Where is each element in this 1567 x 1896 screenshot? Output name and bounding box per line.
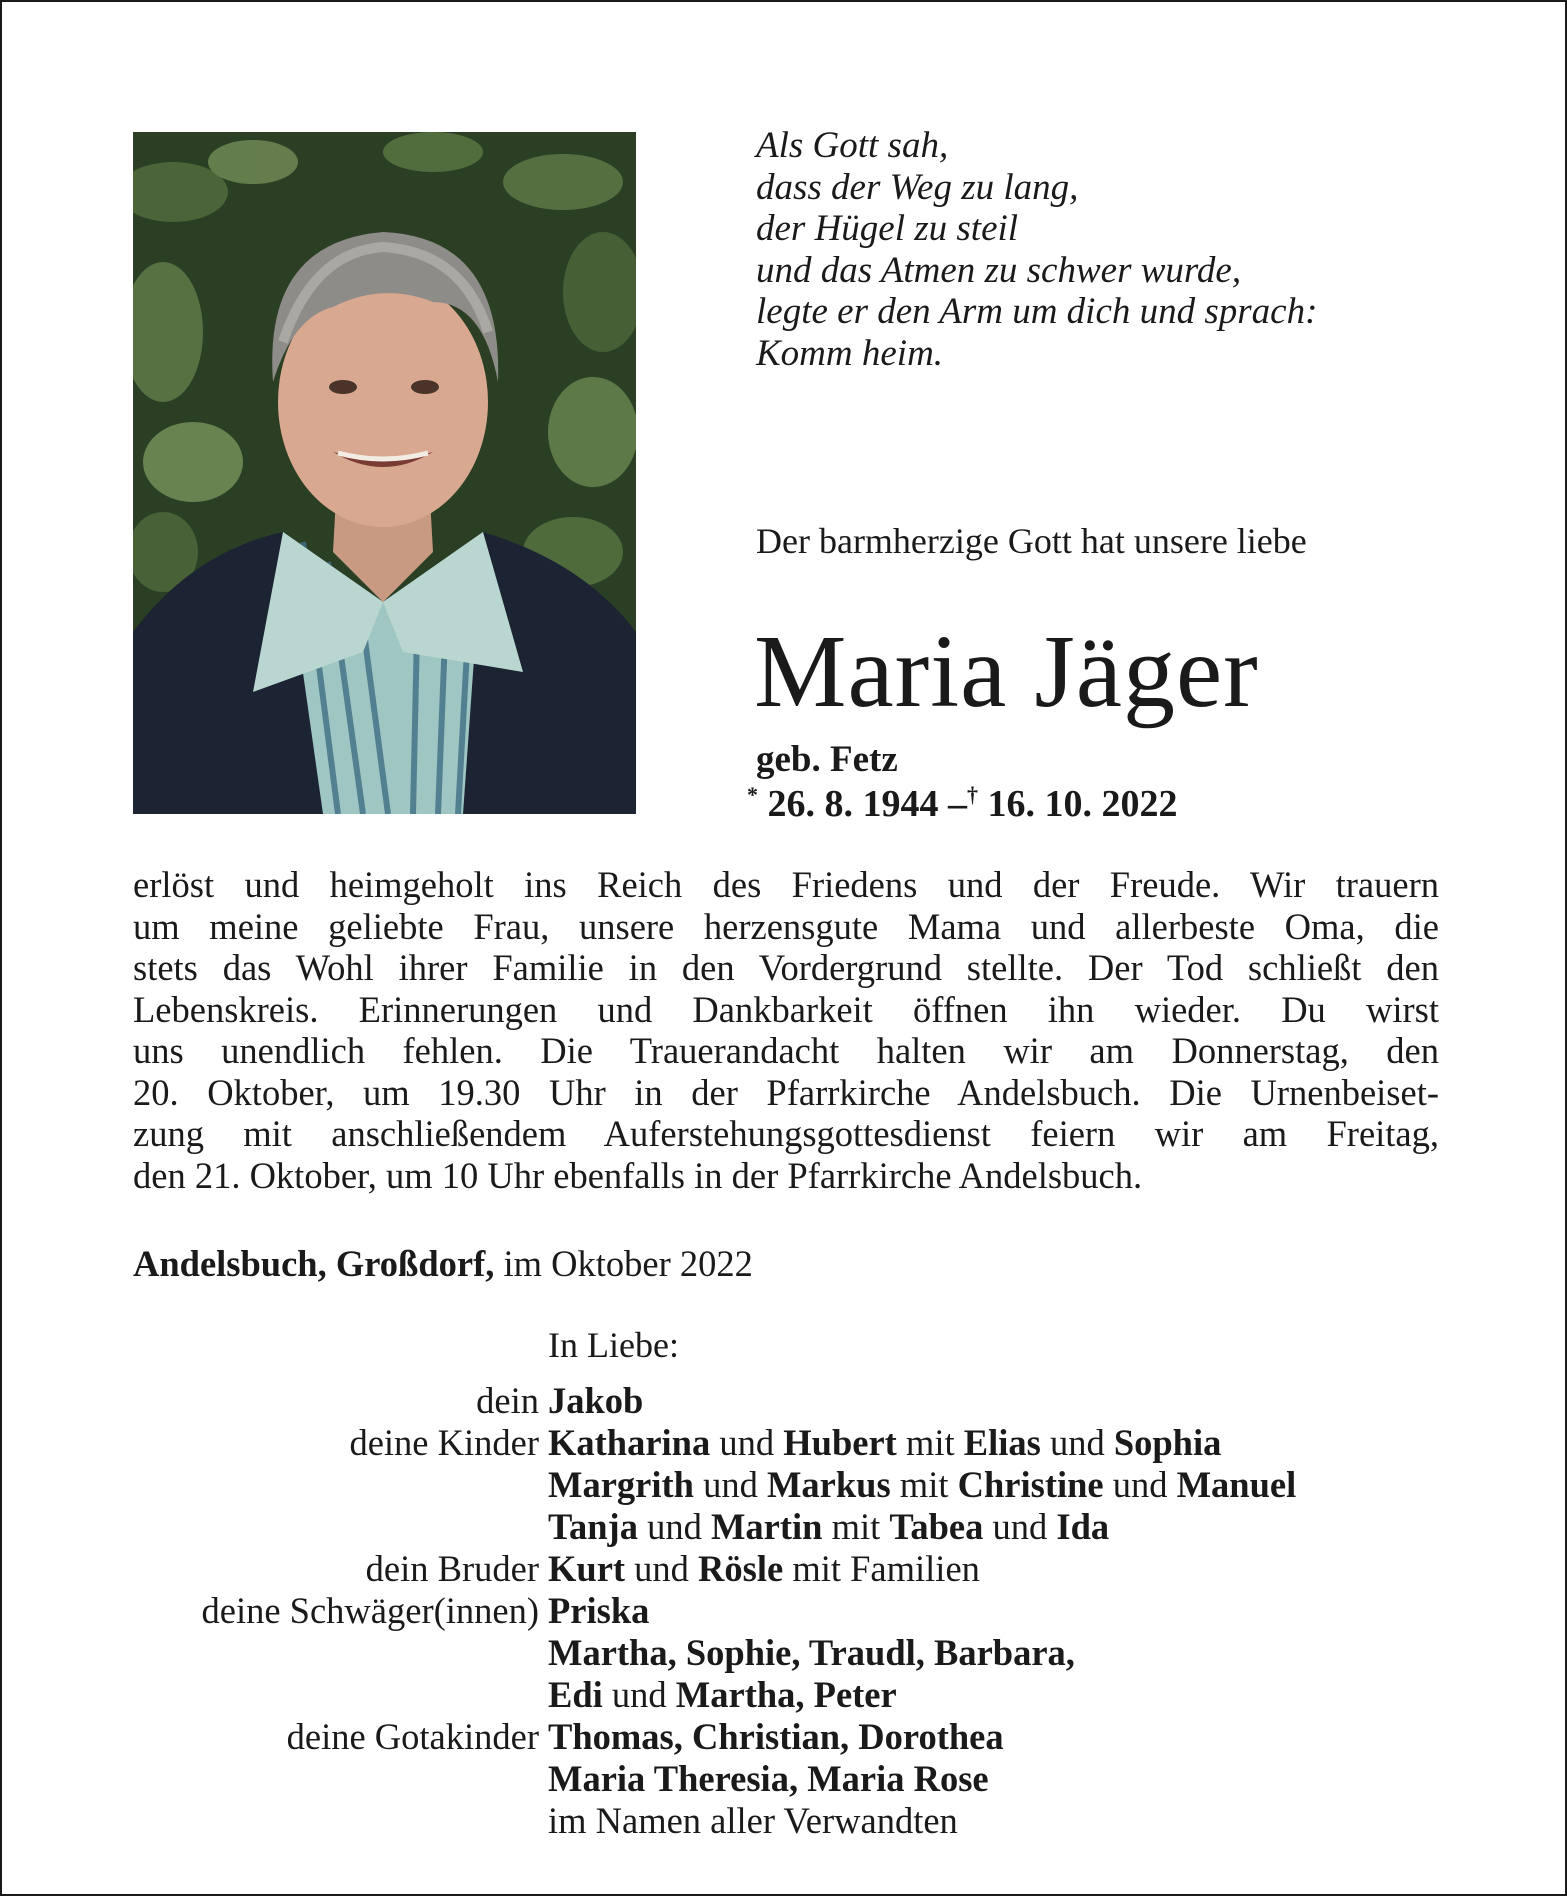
mourner-role — [102, 1506, 548, 1548]
mourner-role: deine Schwäger(innen) — [201, 1590, 539, 1631]
mourner-row — [102, 1380, 1296, 1422]
mourner-role: dein Bruder — [365, 1548, 539, 1589]
mourner-row — [102, 1716, 1296, 1758]
mourner-role — [102, 1758, 548, 1800]
connector-text: und — [983, 1506, 1057, 1547]
mourner-name: Hubert — [783, 1422, 897, 1463]
connector-text: und — [710, 1422, 784, 1463]
date-separator: – — [948, 783, 967, 825]
mourner-row — [102, 1422, 1296, 1464]
mourner-names — [548, 1758, 989, 1800]
mourner-role — [102, 1674, 548, 1716]
text-line: stets das Wohl ihrer Familie in den Vordergrund stellte. Der Tod schließt den — [133, 947, 1439, 988]
birth-date: 26. 8. 1944 — [767, 783, 939, 825]
greeting: In Liebe: — [548, 1325, 679, 1365]
connector-text: und — [625, 1548, 699, 1589]
text-line: den 21. Oktober, um 10 Uhr ebenfalls in der Pfarrkirche Andelsbuch. — [133, 1154, 1143, 1196]
mourner-row — [102, 1800, 1296, 1842]
mourner-name: Tabea — [889, 1506, 984, 1547]
mourner-name: Elias — [963, 1422, 1041, 1463]
connector-text: und — [693, 1464, 767, 1505]
mourner-row — [102, 1506, 1296, 1548]
text-line: Lebenskreis. Erinnerungen und Dankbarkeit öffnen ihn wieder. Du wirst — [133, 988, 1439, 1030]
mourner-names — [548, 1800, 958, 1842]
connector-text: mit — [822, 1506, 890, 1547]
mourner-row — [102, 1758, 1296, 1800]
mourner-name: Martin — [710, 1506, 823, 1547]
mourner-role — [102, 1464, 548, 1506]
mourner-row — [102, 1674, 1296, 1716]
poem-line: dass der Weg zu lang, — [756, 166, 1079, 208]
mourner-name: Martha, Peter — [675, 1674, 897, 1715]
mourner-row — [102, 1548, 1296, 1590]
mourner-names — [548, 1464, 1296, 1506]
mourner-row — [102, 1464, 1296, 1506]
mourner-name: Katharina — [548, 1422, 711, 1463]
mourner-role: dein — [476, 1380, 539, 1421]
connector-text: im Namen aller Verwandten — [548, 1800, 958, 1841]
poem — [756, 125, 1476, 374]
portrait-photo — [133, 132, 636, 814]
place-month: im Oktober 2022 — [494, 1243, 753, 1284]
mourner-role: deine Kinder — [349, 1422, 539, 1463]
death-date: 16. 10. 2022 — [987, 783, 1178, 825]
mourner-name: Sophia — [1113, 1422, 1222, 1463]
mourner-names — [548, 1380, 643, 1422]
place-name: Andelsbuch, Großdorf, — [133, 1243, 495, 1284]
mourner-name: Jakob — [548, 1380, 644, 1421]
portrait-image — [133, 132, 636, 814]
mourner-names — [548, 1506, 1109, 1548]
mourner-name: Priska — [548, 1590, 650, 1631]
connector-text: mit — [896, 1422, 964, 1463]
death-symbol: † — [967, 782, 978, 807]
place-date — [133, 1242, 753, 1285]
mourner-name: Margrith — [548, 1464, 694, 1505]
mourner-row — [102, 1632, 1296, 1674]
mourner-name: Martha, Sophie, Traudl, Barbara, — [548, 1632, 1075, 1673]
mourner-names — [548, 1674, 897, 1716]
poem-line: Komm heim. — [756, 332, 944, 374]
mourner-names — [548, 1422, 1221, 1464]
mourner-name: Rösle — [698, 1548, 784, 1589]
text-line: zung mit anschließendem Auferstehungsgottesdienst feiern wir am Freitag, — [133, 1113, 1439, 1154]
connector-text: mit — [890, 1464, 958, 1505]
deceased-name: Maria Jäger — [754, 614, 1259, 729]
mourner-names — [548, 1548, 980, 1590]
connector-text: und — [1040, 1422, 1114, 1463]
mourner-names — [548, 1716, 1004, 1758]
connector-text: und — [637, 1506, 711, 1547]
poem-line: Als Gott sah, — [756, 125, 949, 166]
obituary-text — [133, 864, 1439, 1196]
text-line: um meine geliebte Frau, unsere herzensgute Mama und allerbeste Oma, die — [133, 905, 1439, 947]
mourner-name: Christine — [957, 1464, 1104, 1505]
intro-line: Der barmherzige Gott hat unsere liebe — [756, 521, 1307, 561]
mourner-role — [102, 1632, 548, 1674]
mourner-name: Thomas, Christian, Dorothea — [548, 1716, 1004, 1757]
poem-line: und das Atmen zu schwer wurde, — [756, 249, 1242, 291]
text-line: 20. Oktober, um 19.30 Uhr in der Pfarrkirche Andelsbuch. Die Urnenbeiset- — [133, 1071, 1439, 1113]
mourner-name: Ida — [1056, 1506, 1110, 1547]
mourner-name: Kurt — [548, 1548, 626, 1589]
mourner-role — [102, 1800, 548, 1842]
life-dates — [747, 782, 1178, 826]
mourner-role: deine Gotakinder — [286, 1716, 539, 1757]
mourners-list — [102, 1380, 1296, 1842]
birth-name: geb. Fetz — [756, 739, 898, 780]
text-line: uns unendlich fehlen. Die Trauerandacht halten wir am Donnerstag, den — [133, 1030, 1439, 1071]
poem-line: legte er den Arm um dich und sprach: — [756, 291, 1318, 332]
mourner-names — [548, 1632, 1075, 1674]
poem-line: der Hügel zu steil — [756, 208, 1019, 249]
mourner-name: Maria Theresia, Maria Rose — [548, 1758, 989, 1799]
mourner-name: Edi — [548, 1674, 603, 1715]
connector-text: und — [1103, 1464, 1177, 1505]
mourner-name: Manuel — [1176, 1464, 1297, 1505]
birth-symbol: * — [747, 782, 758, 807]
mourner-row — [102, 1590, 1296, 1632]
mourner-name: Markus — [766, 1464, 891, 1505]
connector-text: und — [602, 1674, 676, 1715]
text-line: erlöst und heimgeholt ins Reich des Friedens und der Freude. Wir trauern — [133, 864, 1439, 905]
mourner-names — [548, 1590, 649, 1632]
connector-text: mit Familien — [783, 1548, 980, 1589]
mourner-name: Tanja — [548, 1506, 638, 1547]
